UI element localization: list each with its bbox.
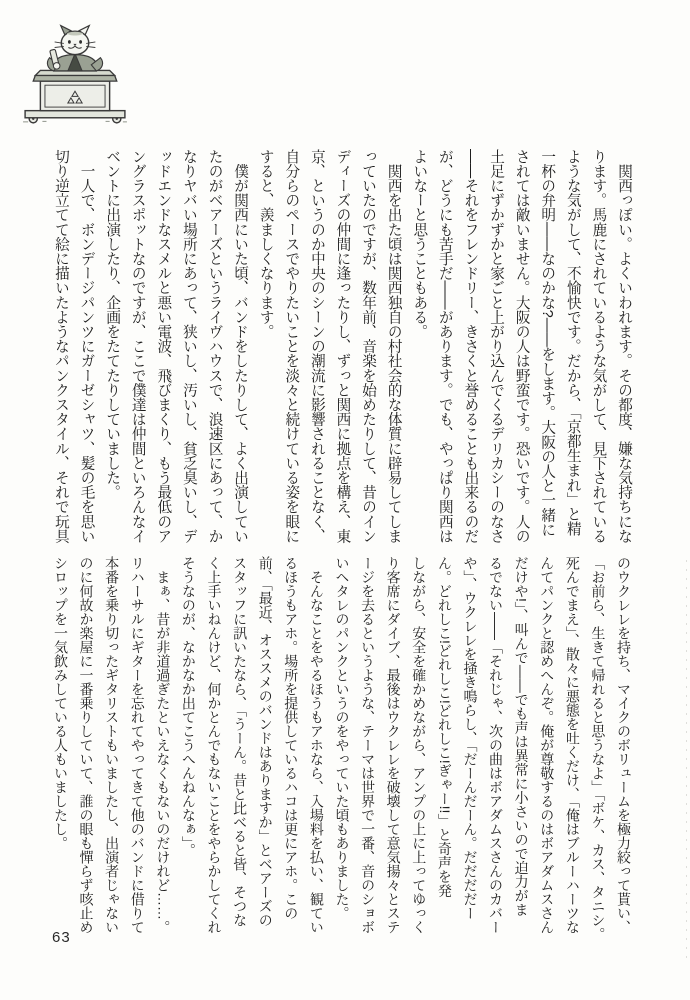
text-column: のに何故か楽屋に一番乗りしていて、誰の眼も憚らず咳止め — [78, 556, 95, 934]
text-column: だけや!」、叫んで――でも声は異常に小さいので迫力がま — [513, 556, 530, 917]
text-column: ります。馬鹿にされているような気がして、見下されている — [590, 149, 607, 544]
text-column: リハーサルにギターを忘れてやってきて他のバンドに借りて — [129, 556, 146, 934]
text-column: いヘタレのパンクというのをやっていた頃もありました。 — [334, 556, 351, 920]
text-column: 本番を乗り切ったギタリストもいましたし、出演者じゃない — [104, 556, 121, 934]
text-column: ージを去るというような、テーマは世界で一番、音のショボ — [360, 556, 377, 934]
text-column: 一杯の弁明――なのかな?――をします。大阪の人と一緒に — [539, 149, 556, 537]
text-column: そうなのが、なかなか出てこうへんねんなぁ」。 — [180, 556, 197, 857]
text-column: ような気がして、不愉快です。だから、「京都生まれ」と精 — [564, 149, 581, 536]
text-column: 死んでまえ」、散々に悪態を吐くだけ、「俺はブルーハーツな — [564, 556, 581, 934]
text-column: や」、ウクレレを掻き鳴らし、「だーんだーん。だだだだー — [462, 556, 479, 920]
text-column: 切り逆立てて絵に描いたようなパンクスタイル、それで玩具 — [52, 149, 69, 544]
top-text-block — [46, 149, 636, 545]
text-column: なりヤバい場所にあって、狭いし、汚いし、貧乏臭いし、デ — [180, 149, 197, 544]
text-column: 僕が関西にいた頃、バンドをしたりして、よく出演してい — [232, 149, 249, 544]
text-column: っていたのですが、数年前、音楽を始めたりして、昔のイン — [360, 149, 377, 544]
text-column: スタッフに訊いたなら、「うーん。昔と比べると皆、そつな — [232, 556, 249, 927]
text-column: が、どうにも苦手だ――があります。でも、やっぱり関西は — [436, 149, 453, 544]
text-column: ッドエンドなスメルと悪い電波、飛びまくり、もう最低のア — [155, 149, 172, 544]
text-column: く上手いねんけど、何かとんでもないことをやらかしてくれ — [206, 556, 223, 934]
text-column: ングラスポットなのですが、ここで僕達は仲間といろんなイ — [129, 149, 146, 544]
page-number: 63 — [52, 929, 71, 946]
text-column: 関西を出た頃は関西独自の村社会的な体質に辟易してしま — [385, 149, 402, 544]
text-column: んてパンクと認めへんぞ。俺が尊敬するのはボアダムスさん — [539, 556, 556, 934]
text-column: 京、というのか中央のシーンの潮流に影響されることなく、 — [308, 149, 325, 544]
text-column: すると、羨ましくなります。 — [257, 149, 274, 339]
text-column: しながら、安全を確かめながら、アンプの上に上ってゆっく — [411, 556, 428, 934]
text-column: まぁ、昔が非道過ぎたといえなくもないのだけれど……。 — [155, 556, 172, 934]
text-column: シロップを一気飲みしている人もいましたし。 — [52, 556, 69, 850]
text-column: ん。どれしこ!どれしこ!どれしこ!ぎゃー!!」と奇声を発 — [436, 556, 453, 898]
text-column: 前、「最近、オススメのバンドはありますか」とベアーズの — [257, 556, 274, 927]
text-column: り客席にダイブ、最後はウクレレを破壊して意気揚々とステ — [385, 556, 402, 934]
storyteller-cat-icon — [20, 24, 130, 126]
text-column: るでない――「それじゃ、次の曲はボアダムスさんのカバー — [488, 556, 505, 934]
text-column: ベントに出演したり、企画をたてたりしていました。 — [104, 149, 121, 500]
text-column: 関西っぽい。よくいわれます。その都度、嫌な気持ちにな — [616, 149, 632, 544]
text-column: のウクレレを持ち、マイクのボリュームを極力絞って貰い、 — [616, 556, 632, 934]
text-column: ――それをフレンドリー、きさくと誉めることも出来るのだ — [462, 149, 479, 544]
text-column: されては敵いません。大阪の人は野蛮です。恐いです。人の — [513, 149, 530, 544]
storyteller-cat-illustration — [20, 24, 130, 126]
text-column: ディーズの仲間に逢ったりし、ずっと関西に拠点を構え、東 — [334, 149, 351, 544]
text-column: 一人で、ボンデージパンツにガーゼシャツ、髪の毛を思い — [78, 149, 95, 544]
page-edge-artifact — [686, 560, 687, 960]
text-column: そんなことをやるほうもアホなら、入場料を払い、観てい — [308, 556, 325, 934]
text-column: 自分らのペースでやりたいことを淡々と続けている姿を眼に — [283, 149, 300, 544]
text-column: よいなーと思うこともある。 — [411, 149, 428, 339]
text-column: たのがベアーズというライヴハウスで、浪速区にあって、か — [206, 149, 223, 544]
text-column: 「お前ら、生きて帰れると思うなよ」「ボケ、カス、タニシ。 — [590, 556, 607, 941]
text-column: 土足にずかずかと家ごと上がり込んでくるデリカシーのなさ — [488, 149, 505, 544]
text-column: るほうもアホ。場所を提供しているハコは更にアホ。この — [283, 556, 300, 920]
bottom-text-block — [46, 556, 636, 941]
